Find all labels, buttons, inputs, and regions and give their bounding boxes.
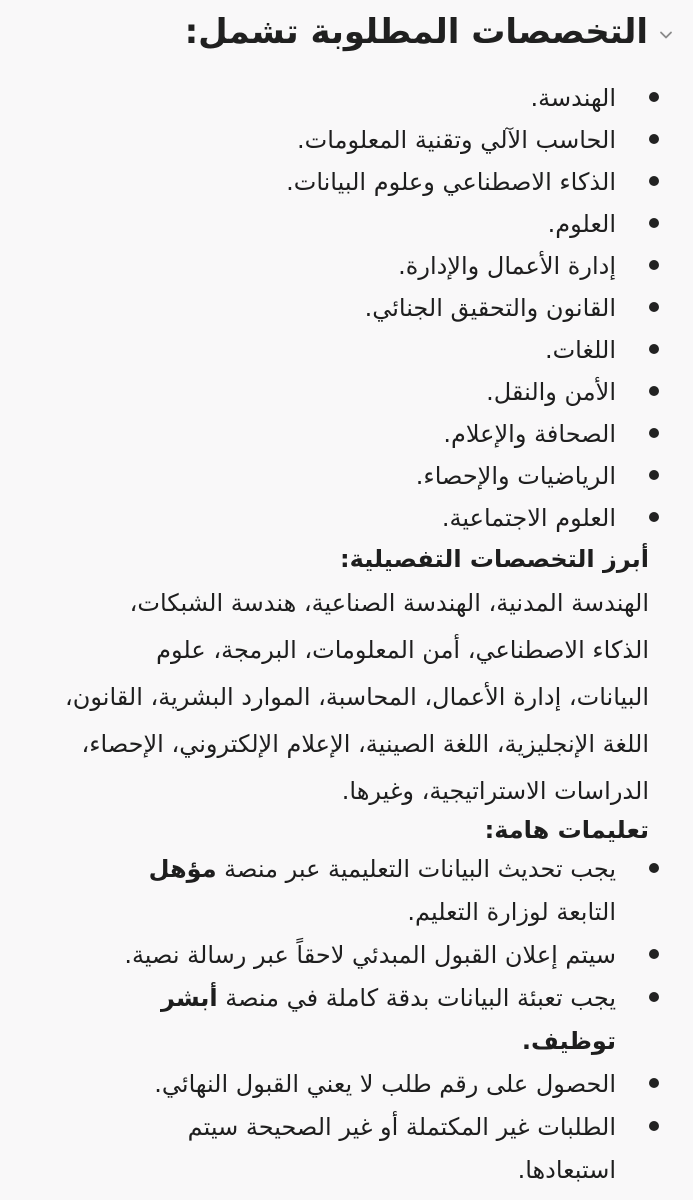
list-item-text: اللغات. [544,336,616,364]
paragraph-line: اللغة الإنجليزية، اللغة الصينية، الإعلام الإلكتروني، الإحصاء، [81,730,649,758]
list-item [56,161,616,203]
instruction-line: التابعة لوزارة التعليم. [407,898,616,926]
instruction-line: سيتم إعلان القبول المبدئي لاحقاً عبر رسالة نصية. [124,941,616,969]
specialties-list [56,77,616,539]
list-item [56,119,616,161]
bullet-icon [649,344,659,354]
instructions-list [31,848,616,1192]
list-item [56,329,616,371]
bullet-icon [649,470,659,480]
bullet-icon [649,386,659,396]
instruction-line: الحصول على رقم طلب لا يعني القبول النهائي. [154,1070,616,1098]
paragraph-line: البيانات، إدارة الأعمال، المحاسبة، الموارد البشرية، القانون، [65,683,649,711]
paragraph-line: الهندسة المدنية، الهندسة الصناعية، هندسة الشبكات، [129,589,649,617]
instruction-line: استبعادها. [517,1156,616,1184]
bullet-icon [649,949,659,959]
list-item-text: إدارة الأعمال والإدارة. [398,252,616,280]
instruction-line: الطلبات غير المكتملة أو غير الصحيحة سيتم [187,1113,616,1141]
list-item [56,371,616,413]
platform-name: مؤهل [148,855,217,883]
list-item-text: القانون والتحقيق الجنائي. [364,294,616,322]
list-item [31,848,616,934]
platform-name: توظيف. [521,1027,616,1055]
list-item [31,1106,616,1192]
list-item [56,203,616,245]
bullet-icon [649,1078,659,1088]
paragraph-line: الذكاء الاصطناعي، أمن المعلومات، البرمجة، علوم [156,636,649,664]
instruction-text: يجب تحديث البيانات التعليمية عبر منصة [216,855,616,883]
bullet-icon [649,176,659,186]
instruction-line [31,977,616,1020]
list-item [56,455,616,497]
list-item-text: الصحافة والإعلام. [443,420,616,448]
bullet-icon [649,302,659,312]
list-item [31,977,616,1063]
list-item [56,77,616,119]
detailed-specialties-paragraph [37,580,649,815]
paragraph-line: الدراسات الاستراتيجية، وغيرها. [341,777,649,805]
bullet-icon [649,92,659,102]
section-heading-row [0,6,693,64]
bullet-icon [649,218,659,228]
list-item-text: الأمن والنقل. [486,378,616,406]
list-item-text: الرياضيات والإحصاء. [415,462,616,490]
instruction-line [31,848,616,891]
list-item [56,245,616,287]
bullet-icon [649,863,659,873]
page-title: التخصصات المطلوبة تشمل: [184,12,648,52]
bullet-icon [649,260,659,270]
chevron-down-icon[interactable] [657,26,675,44]
list-item [31,1063,616,1106]
list-item-text: الحاسب الآلي وتقنية المعلومات. [297,126,616,154]
bullet-icon [649,134,659,144]
list-item [56,413,616,455]
bullet-icon [649,512,659,522]
instruction-text: يجب تعبئة البيانات بدقة كاملة في منصة [217,984,616,1012]
bullet-icon [649,428,659,438]
list-item [31,934,616,977]
detailed-specialties-heading: أبرز التخصصات التفصيلية: [340,545,649,573]
platform-name: أبشر [161,984,218,1012]
list-item-text: العلوم الاجتماعية. [441,504,616,532]
list-item [56,287,616,329]
list-item-text: الهندسة. [530,84,616,112]
list-item [56,497,616,539]
list-item-text: العلوم. [547,210,616,238]
bullet-icon [649,1121,659,1131]
instructions-heading: تعليمات هامة: [484,816,649,844]
list-item-text: الذكاء الاصطناعي وعلوم البيانات. [286,168,616,196]
bullet-icon [649,992,659,1002]
